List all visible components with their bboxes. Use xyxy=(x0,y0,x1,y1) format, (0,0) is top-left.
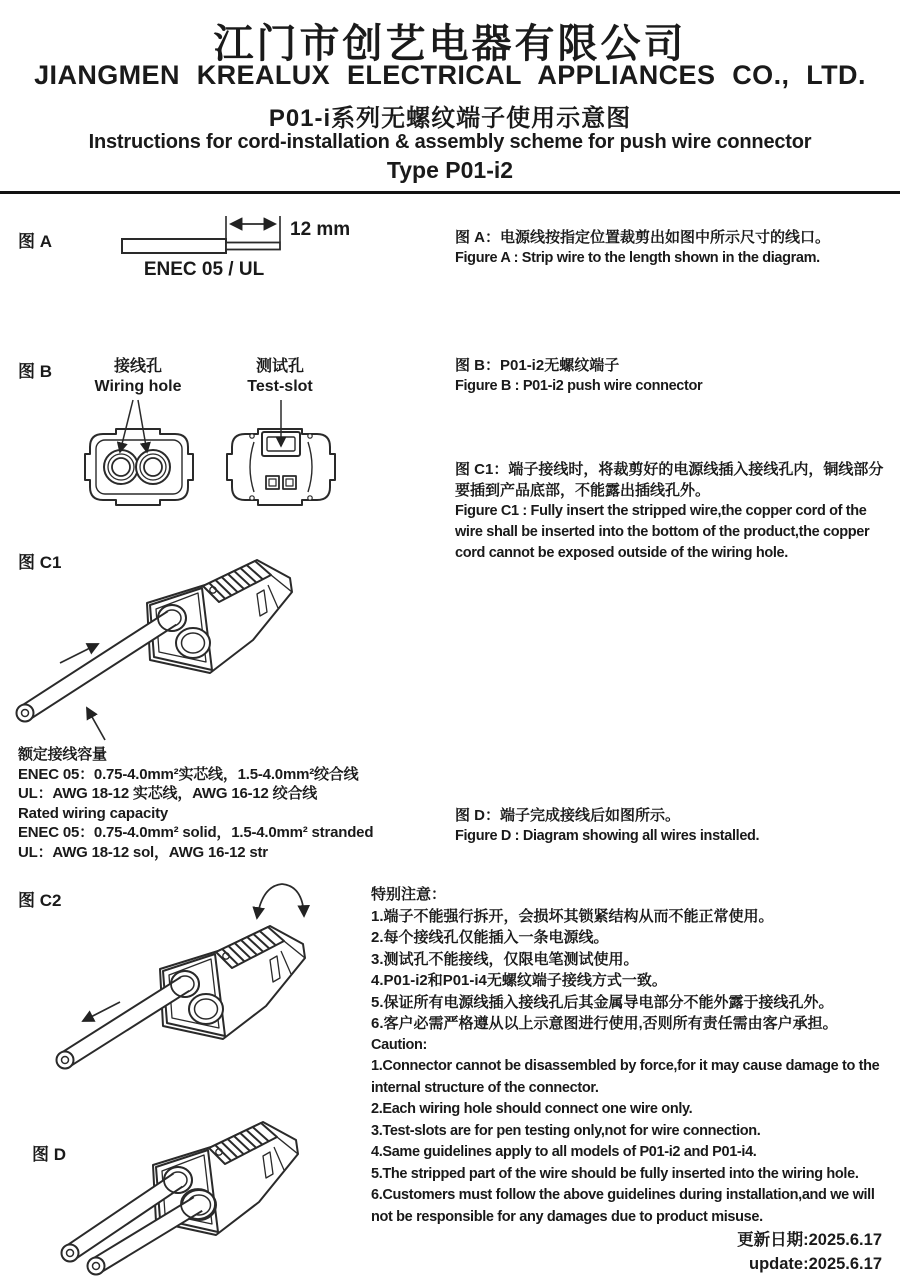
note-cn: 2.每个接线孔仅能插入一条电源线。 xyxy=(371,929,609,946)
company-name-en: JIANGMEN KREALUX ELECTRICAL APPLIANCES CO., LTD. xyxy=(34,60,866,90)
doc-subtitle-en: Instructions for cord-installation & assembly scheme for push wire connector xyxy=(88,131,812,153)
fig-d-label: 图 D xyxy=(32,1145,66,1164)
notes-title-en: Caution: xyxy=(371,1036,427,1053)
wiring-hole-left xyxy=(104,450,138,484)
fig-a-description xyxy=(455,227,897,269)
note-cn: 5.保证所有电源线插入接线孔后其金属导电部分不能外露于接线孔外。 xyxy=(371,993,834,1011)
fig-d-desc-en: Figure D : Diagram showing all wires installed. xyxy=(455,828,760,844)
rated-line: UL：AWG 18-12 实芯线，AWG 16-12 绞合线 xyxy=(18,785,318,802)
note-en: 4.Same guidelines apply to all models of P01-i2 and P01-i4. xyxy=(371,1144,757,1160)
note-cn: 4.P01-i2和P01-i4无螺纹端子接线方式一致。 xyxy=(371,972,667,989)
note-en: 1.Connector cannot be disassembled by force,for it may cause damage to the internal structure of the connector. xyxy=(371,1058,880,1096)
test-slot-label-en: Test-slot xyxy=(247,378,313,395)
fig-d-desc-cn: 图 D：端子完成接线后如图所示。 xyxy=(455,807,681,824)
fig-d-diagram xyxy=(10,1113,370,1280)
insert-direction-arrow-2 xyxy=(87,708,105,740)
wire-stripped-end xyxy=(226,243,280,250)
fig-c1-label: 图 C1 xyxy=(18,553,62,572)
fig-d-description xyxy=(455,805,897,847)
fig-c1-desc-en: Figure C1 : Fully insert the stripped wire,the copper cord of the wire shall be inserted into the bottom of the product,the copper cord cannot be exposed outside of the wiring hole. xyxy=(455,503,870,561)
fig-b-label: 图 B xyxy=(18,362,52,381)
wiring-hole-right xyxy=(136,450,170,484)
fig-c1-diagram xyxy=(10,545,370,775)
fig-b-desc-cn: 图 B：P01-i2无螺纹端子 xyxy=(455,357,620,374)
rated-line: UL：AWG 18-12 sol，AWG 16-12 str xyxy=(18,843,268,861)
rated-line: ENEC 05：0.75-4.0mm²实芯线，1.5-4.0mm²绞合线 xyxy=(18,765,359,783)
fig-c1-description xyxy=(455,459,897,564)
fig-a-dimension: 12 mm xyxy=(290,219,351,240)
fig-c2-diagram xyxy=(10,878,370,1115)
fig-a-desc-cn: 图 A：电源线按指定位置裁剪出如图中所示尺寸的线口。 xyxy=(455,229,831,246)
fig-c1-desc-cn: 图 C1：端子接线时，将裁剪好的电源线插入接线孔内，铜线部分要插到产品底部，不能露出插线孔外。 xyxy=(455,461,884,499)
update-date xyxy=(737,1228,882,1276)
note-en: 5.The stripped part of the wire should be fully inserted into the wiring hole. xyxy=(371,1165,859,1182)
rated-line: ENEC 05：0.75-4.0mm² solid，1.5-4.0mm² stranded xyxy=(18,824,374,841)
fig-a-wire-diagram xyxy=(118,212,318,264)
update-date-en: update:2025.6.17 xyxy=(749,1255,882,1273)
fig-a-desc-en: Figure A : Strip wire to the length shown in the diagram. xyxy=(455,250,820,266)
test-slot-label-cn: 测试孔 xyxy=(255,358,304,375)
fig-b-desc-en: Figure B : P01-i2 push wire connector xyxy=(455,378,703,394)
wiring-hole-label-en: Wiring hole xyxy=(94,378,182,395)
rated-line: Rated wiring capacity xyxy=(18,804,169,822)
doc-subtitle-cn: P01-i系列无螺纹端子使用示意图 xyxy=(268,105,632,132)
notes-title-cn: 特别注意： xyxy=(371,886,447,903)
wiring-hole-label-cn: 接线孔 xyxy=(113,358,162,375)
note-cn: 6.客户必需严格遵从以上示意图进行使用,否则所有责任需由客户承担。 xyxy=(371,1015,838,1032)
test-slot-label xyxy=(222,357,338,397)
wiring-hole-label xyxy=(80,357,196,397)
note-cn: 1.端子不能强行拆开，会损坏其锁紧结构从而不能正常使用。 xyxy=(371,907,774,925)
note-en: 3.Test-slots are for pen testing only,not for wire connection. xyxy=(371,1122,761,1139)
note-en: 6.Customers must follow the above guidelines during installation,and we will not be responsible for any damages due to product misuse. xyxy=(371,1187,875,1225)
rated-line: 额定接线容量 xyxy=(18,746,107,763)
note-en: 2.Each wiring hole should connect one wire only. xyxy=(371,1101,693,1117)
fig-b-rear-view xyxy=(222,398,340,510)
wire-insulation xyxy=(122,239,226,253)
rated-wiring-capacity xyxy=(18,745,373,862)
fig-c2-label: 图 C2 xyxy=(18,891,62,910)
header-divider xyxy=(0,191,900,194)
company-name-cn: 江门市创艺电器有限公司 xyxy=(213,22,687,66)
type-label: Type P01-i2 xyxy=(386,157,514,183)
special-notes xyxy=(371,884,898,1228)
fig-a-label: 图 A xyxy=(18,232,52,251)
fig-b-description xyxy=(455,355,897,397)
note-cn: 3.测试孔不能接线，仅限电笔测试使用。 xyxy=(371,950,639,968)
update-date-cn: 更新日期:2025.6.17 xyxy=(737,1231,882,1249)
fig-a-wire-marking: ENEC 05 / UL xyxy=(143,259,265,280)
fig-b-front-view xyxy=(80,398,198,510)
twist-rotation-arrow xyxy=(257,884,304,918)
